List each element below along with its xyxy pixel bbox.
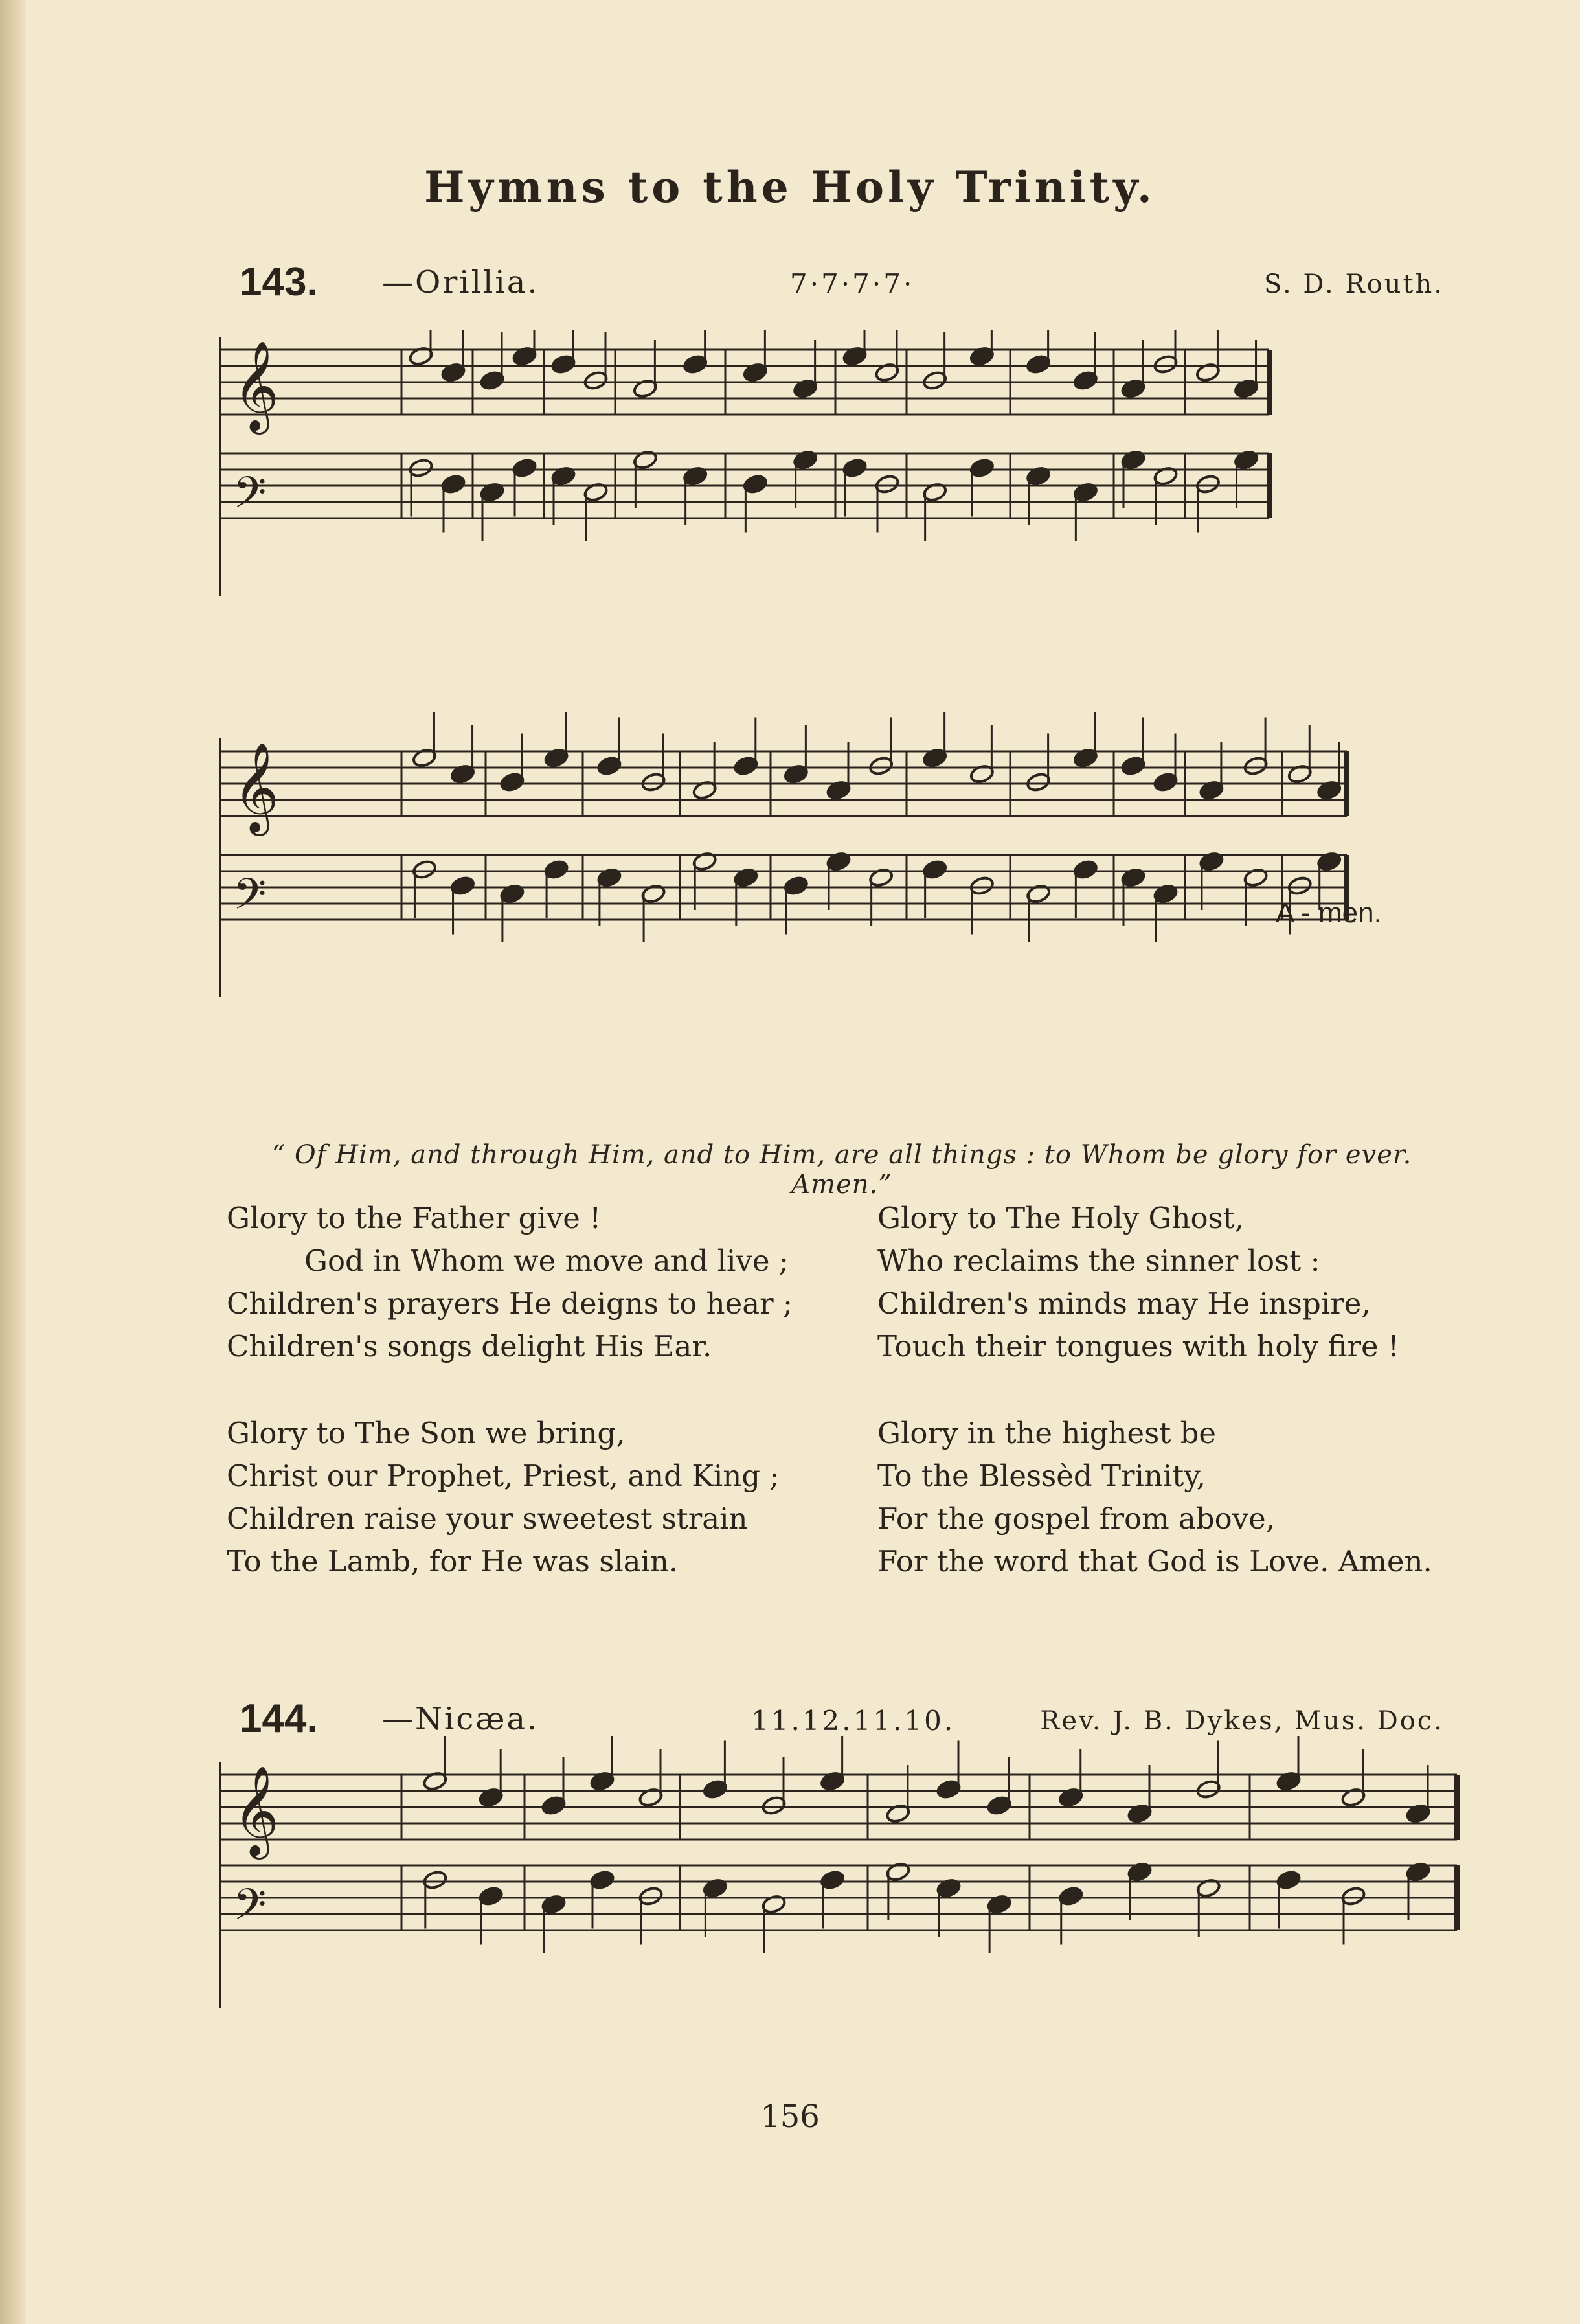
verse-1 (227, 1197, 793, 1368)
music-system-1 (214, 330, 1463, 667)
verse-line: Christ our Prophet, Priest, and King ; (227, 1459, 780, 1493)
verse-line: Glory to The Son we bring, (227, 1416, 626, 1450)
verse-line: Children's songs delight His Ear. (227, 1329, 712, 1363)
verse-4 (877, 1412, 1432, 1583)
verse-line: God in Whom we move and live ; (304, 1244, 789, 1278)
verse-line: To the Blessèd Trinity, (877, 1459, 1206, 1493)
verse-line: Who reclaims the sinner lost : (877, 1244, 1320, 1278)
verse-line: Glory in the highest be (877, 1416, 1217, 1450)
bass-clef-icon: 𝄢 (233, 468, 267, 528)
verse-line: Touch their tongues with holy fire ! (877, 1329, 1399, 1363)
staff-system-3-svg (214, 1736, 1463, 2086)
page-number: 156 (760, 2099, 820, 2135)
tune-name: —Nicæa. (382, 1701, 539, 1737)
hymn-number: 143. (240, 260, 318, 304)
treble-clef-icon: 𝄞 (233, 1766, 279, 1856)
bass-clef-icon: 𝄢 (233, 1880, 267, 1940)
verse-3 (227, 1412, 779, 1583)
verse-line: Glory to The Holy Ghost, (877, 1201, 1245, 1235)
verse-line: To the Lamb, for He was slain. (227, 1544, 679, 1578)
amen-lyric: A - men. (1276, 897, 1382, 929)
treble-clef-icon: 𝄞 (233, 742, 279, 832)
page-edge (0, 0, 26, 2324)
hymn-143-header (240, 259, 1444, 311)
verse-line: Children's prayers He deigns to hear ; (227, 1286, 793, 1321)
hymn-number: 144. (240, 1696, 318, 1741)
tune-name: —Orillia. (382, 264, 539, 301)
composer: Rev. J. B. Dykes, Mus. Doc. (1040, 1706, 1444, 1736)
verse-line: Children raise your sweetest strain (227, 1501, 748, 1536)
verse-line: Children's minds may He inspire, (877, 1286, 1371, 1321)
composer: S. D. Routh. (1264, 269, 1444, 299)
verse-line: Glory to the Father give ! (227, 1201, 602, 1235)
scripture-quote: “ Of Him, and through Him, and to Him, are all things : to Whom be glory for ever. Amen.” (271, 1140, 1412, 1200)
staff-system-1-svg (214, 330, 1463, 667)
running-head: Hymns to the Holy Trinity. (424, 162, 1156, 212)
meter: 7·7·7·7· (790, 268, 915, 300)
music-system-2 (214, 712, 1463, 1114)
verse-line: For the gospel from above, (877, 1501, 1276, 1536)
verse-2 (877, 1197, 1399, 1368)
bass-clef-icon: 𝄢 (233, 869, 267, 929)
music-system-3 (214, 1736, 1463, 2086)
treble-clef-icon: 𝄞 (233, 341, 279, 431)
meter: 11.12.11.10. (751, 1705, 956, 1737)
verse-line: For the word that God is Love. Amen. (877, 1544, 1432, 1578)
